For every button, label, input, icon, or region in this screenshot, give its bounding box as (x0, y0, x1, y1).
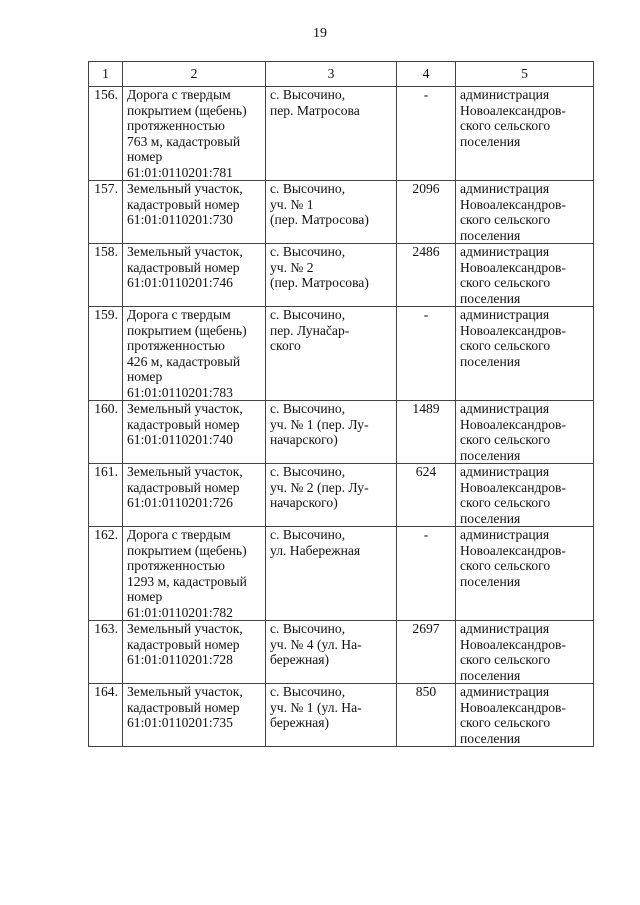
object-area: 2096 (397, 181, 456, 244)
table-row (89, 87, 594, 181)
row-number: 156. (89, 87, 123, 181)
object-owner: администрация Новоалександров- ского сельского поселения (456, 621, 594, 684)
column-header-2: 2 (123, 62, 266, 87)
page-number: 19 (313, 26, 327, 41)
object-address: с. Высочино, пер. Матросова (266, 87, 397, 181)
object-address: с. Высочино, уч. № 4 (ул. На- бережная) (266, 621, 397, 684)
object-area: - (397, 527, 456, 621)
object-owner: администрация Новоалександров- ского сельского поселения (456, 181, 594, 244)
table-row (89, 401, 594, 464)
object-description: Дорога с твердым покрытием (щебень) протяженностью 1293 м, кадастровый номер 61:01:0110201:782 (123, 527, 266, 621)
object-owner: администрация Новоалександров- ского сельского поселения (456, 307, 594, 401)
row-number: 158. (89, 244, 123, 307)
object-owner: администрация Новоалександров- ского сельского поселения (456, 244, 594, 307)
object-address: с. Высочино, уч. № 2 (пер. Матросова) (266, 244, 397, 307)
column-header-5: 5 (456, 62, 594, 87)
object-address: с. Высочино, пер. Лунačар- ского (266, 307, 397, 401)
property-table (88, 61, 594, 747)
object-description: Земельный участок, кадастровый номер 61:01:0110201:728 (123, 621, 266, 684)
object-area: 850 (397, 684, 456, 747)
object-description: Земельный участок, кадастровый номер 61:01:0110201:740 (123, 401, 266, 464)
column-header-4: 4 (397, 62, 456, 87)
table-row (89, 621, 594, 684)
object-owner: администрация Новоалександров- ского сельского поселения (456, 401, 594, 464)
row-number: 164. (89, 684, 123, 747)
column-header-1: 1 (89, 62, 123, 87)
object-description: Земельный участок, кадастровый номер 61:01:0110201:746 (123, 244, 266, 307)
row-number: 157. (89, 181, 123, 244)
table-row (89, 684, 594, 747)
object-description: Дорога с твердым покрытием (щебень) протяженностью 426 м, кадастровый номер 61:01:0110201:783 (123, 307, 266, 401)
table-row (89, 527, 594, 621)
table-row (89, 464, 594, 527)
object-address: с. Высочино, уч. № 1 (пер. Лу- начарского) (266, 401, 397, 464)
object-area: 2486 (397, 244, 456, 307)
object-address: с. Высочино, уч. № 2 (пер. Лу- начарского) (266, 464, 397, 527)
table-header-row (89, 62, 594, 87)
object-address: с. Высочино, уч. № 1 (ул. На- бережная) (266, 684, 397, 747)
object-area: - (397, 87, 456, 181)
object-owner: администрация Новоалександров- ского сельского поселения (456, 464, 594, 527)
object-area: 1489 (397, 401, 456, 464)
object-area: 624 (397, 464, 456, 527)
object-owner: администрация Новоалександров- ского сельского поселения (456, 527, 594, 621)
object-description: Земельный участок, кадастровый номер 61:01:0110201:735 (123, 684, 266, 747)
object-owner: администрация Новоалександров- ского сельского поселения (456, 87, 594, 181)
object-owner: администрация Новоалександров- ского сельского поселения (456, 684, 594, 747)
object-description: Земельный участок, кадастровый номер 61:01:0110201:730 (123, 181, 266, 244)
object-area: - (397, 307, 456, 401)
column-header-3: 3 (266, 62, 397, 87)
row-number: 161. (89, 464, 123, 527)
object-description: Земельный участок, кадастровый номер 61:01:0110201:726 (123, 464, 266, 527)
row-number: 163. (89, 621, 123, 684)
table-row (89, 244, 594, 307)
object-address: с. Высочино, уч. № 1 (пер. Матросова) (266, 181, 397, 244)
object-area: 2697 (397, 621, 456, 684)
object-address: с. Высочино, ул. Набережная (266, 527, 397, 621)
row-number: 159. (89, 307, 123, 401)
table-row (89, 181, 594, 244)
row-number: 162. (89, 527, 123, 621)
object-description: Дорога с твердым покрытием (щебень) протяженностью 763 м, кадастровый номер 61:01:0110201:781 (123, 87, 266, 181)
table-row (89, 307, 594, 401)
row-number: 160. (89, 401, 123, 464)
